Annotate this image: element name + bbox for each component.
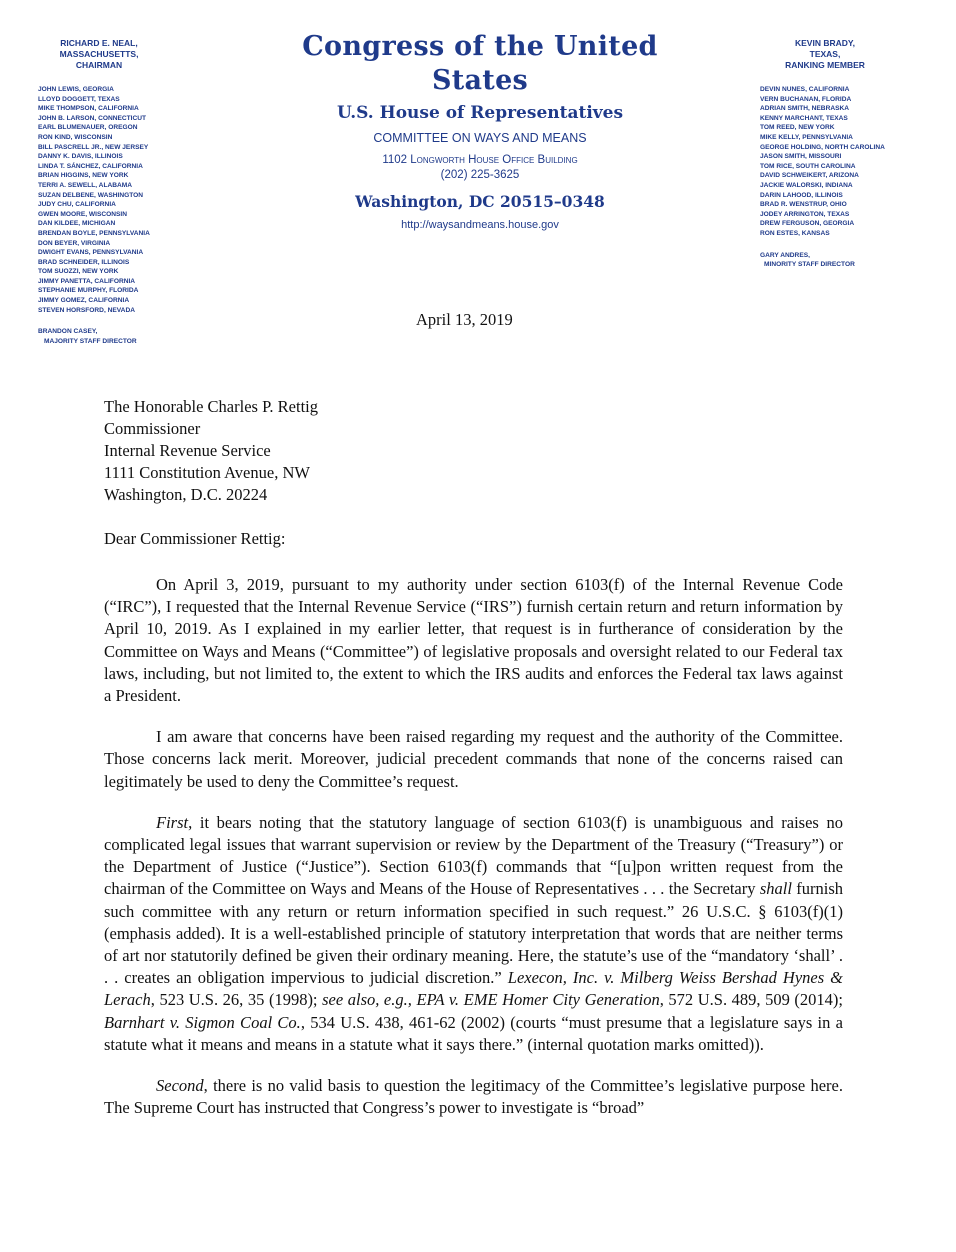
member-item: EARL BLUMENAUER, OREGON [38, 124, 138, 132]
member-item: KENNY MARCHANT, TEXAS [760, 114, 848, 122]
member-item: BRAD R. WENSTRUP, OHIO [760, 201, 847, 209]
member-item: GWEN MOORE, WISCONSIN [38, 210, 128, 218]
paragraph-1: On April 3, 2019, pursuant to my authority under section 6103(f) of the Internal Revenue Code (“IRC”), I requested that the Internal Revenue Service (“IRS”) furnish certain return and return information by April 10, 2019. As I explained in my earlier letter, that request is in furtherance of consideration by the Committee on Ways and Means (“Committee”) of legislative proposals and oversight related to our Federal tax laws, including, but not limited to, the extent to which the IRS audits and enforces the Federal tax laws against a President. [104, 575, 843, 706]
addressee-line: Commissioner [104, 419, 201, 438]
majority-members-list [38, 85, 228, 315]
member-item: JASON SMITH, MISSOURI [760, 153, 842, 161]
addressee-line: Internal Revenue Service [104, 441, 271, 460]
member-item: DREW FERGUSON, GEORGIA [760, 220, 855, 228]
addressee-block [104, 396, 318, 506]
office-address [250, 153, 710, 183]
member-item: MIKE KELLY, PENNSYLVANIA [760, 133, 853, 141]
ranking-member-block [765, 38, 885, 71]
member-item: GEORGE HOLDING, NORTH CAROLINA [760, 143, 885, 151]
ranking-member-title: RANKING MEMBER [785, 60, 865, 70]
member-item: JACKIE WALORSKI, INDIANA [760, 181, 853, 189]
member-item: BRIAN HIGGINS, NEW YORK [38, 172, 129, 180]
paragraph-4 [104, 1075, 843, 1119]
majority-staff-director [38, 327, 228, 346]
member-item: STEVEN HORSFORD, NEVADA [38, 306, 135, 314]
member-item: ADRIAN SMITH, NEBRASKA [760, 105, 850, 113]
paragraph-3-text: , it bears noting that the statutory language of section 6103(f) is unambiguous and raises no complicated legal issues that warrant supervision or review by the Department of the Treasury (“Treasury”) or the Department of Justice (“Justice”). Section 6103(f) commands that “[u]pon written request from the chairman of the Committee on Ways and Means of the House of Representatives . . . the Secretary [104, 812, 843, 899]
emphasis-second: Second [156, 1076, 204, 1096]
member-item: DARIN LAHOOD, ILLINOIS [760, 191, 843, 199]
case-citation: Barnhart v. Sigmon Coal Co. [104, 1012, 301, 1032]
paragraph-3-text: furnish such committee with any return or return information specified in such request.” 26 U.S.C. § 6103(f)(1) (emphasis added). It is a well-established principle of statutory interpretation that words that are neither terms of art nor statutorily defined be given their ordinary meaning. Here, the statute’s use of the “mandatory ‘shall’ . . . creates an obligation impervious to judicial discretion.” [104, 879, 844, 988]
city-zip: Washington, DC 20515–0348 [355, 192, 605, 211]
member-item: JIMMY GOMEZ, CALIFORNIA [38, 297, 130, 305]
website-link[interactable]: http://waysandmeans.house.gov [401, 219, 559, 231]
building-address: 1102 Longworth House Office Building [382, 154, 578, 166]
member-item: RON KIND, WISCONSIN [38, 133, 113, 141]
staff-director-name: GARY ANDRES, [760, 251, 810, 259]
majority-members-column [38, 38, 228, 346]
member-item: TOM REED, NEW YORK [760, 124, 835, 132]
minority-staff-director [760, 251, 950, 270]
member-item: BRENDAN BOYLE, PENNSYLVANIA [38, 229, 150, 237]
member-item: RON ESTES, KANSAS [760, 229, 830, 237]
committee-name: COMMITTEE ON WAYS AND MEANS [373, 131, 587, 145]
chairman-name: RICHARD E. NEAL, [60, 38, 138, 48]
congress-title: Congress of the United States [302, 31, 658, 96]
member-item: DAVID SCHWEIKERT, ARIZONA [760, 172, 859, 180]
house-title: U.S. House of Representatives [336, 103, 624, 123]
letterhead [250, 30, 710, 232]
staff-director-title: MINORITY STAFF DIRECTOR [764, 261, 855, 269]
member-item: JODEY ARRINGTON, TEXAS [760, 210, 850, 218]
staff-director-title: MAJORITY STAFF DIRECTOR [44, 337, 137, 345]
member-item: BRAD SCHNEIDER, ILLINOIS [38, 258, 130, 266]
chairman-title: CHAIRMAN [75, 60, 123, 70]
chairman-block [44, 38, 154, 71]
phone-number: (202) 225-3625 [440, 169, 520, 181]
paragraph-3 [104, 812, 843, 1056]
paragraph-2: I am aware that concerns have been raised regarding my request and the authority of the Committee. Those concerns lack merit. Moreover, judicial precedent commands that none of the concerns raised can legitimately be used to deny the Committee’s request. [104, 727, 843, 791]
minority-members-list [760, 85, 950, 239]
member-item: SUZAN DELBENE, WASHINGTON [38, 191, 144, 199]
member-item: TOM SUOZZI, NEW YORK [38, 268, 119, 276]
salutation: Dear Commissioner Rettig: [104, 529, 286, 548]
paragraph-3-text: , 534 U.S. 438, 461-62 (2002) (courts “must presume that a legislature says in a statute what it means and means in a statute what it says there.” (internal quotation marks omitted)). [104, 1012, 843, 1054]
staff-director-name: BRANDON CASEY, [38, 328, 98, 336]
member-item: DEVIN NUNES, CALIFORNIA [760, 86, 850, 93]
ranking-member-state: TEXAS, [809, 49, 841, 59]
paragraph-3-text: , 523 U.S. 26, 35 (1998); [150, 990, 323, 1010]
member-item: JUDY CHU, CALIFORNIA [38, 201, 116, 209]
member-item: VERN BUCHANAN, FLORIDA [760, 95, 852, 103]
member-item: DANNY K. DAVIS, ILLINOIS [38, 153, 123, 161]
member-item: LLOYD DOGGETT, TEXAS [38, 95, 120, 103]
addressee-line: Washington, D.C. 20224 [104, 485, 268, 504]
emphasis-first: First [156, 812, 189, 832]
member-item: JOHN LEWIS, GEORGIA [38, 86, 114, 93]
paragraph-4-text: , there is no valid basis to question the legitimacy of the Committee’s legislative purpose here. The Supreme Court has instructed that Congress’s power to investigate is “broad” [104, 1076, 843, 1118]
addressee-line: 1111 Constitution Avenue, NW [104, 463, 310, 482]
member-item: JIMMY PANETTA, CALIFORNIA [38, 277, 136, 285]
case-citation: see also, e.g., EPA v. EME Homer City Generation [322, 990, 660, 1010]
case-citation: Lexecon, Inc. v. Milberg Weiss Bershad Hynes & Lerach [104, 968, 843, 1010]
chairman-state: MASSACHUSETTS, [59, 49, 139, 59]
emphasis-shall: shall [759, 879, 792, 899]
member-item: LINDA T. SÁNCHEZ, CALIFORNIA [38, 162, 143, 170]
addressee-line: The Honorable Charles P. Rettig [104, 397, 319, 416]
member-item: DAN KILDEE, MICHIGAN [38, 220, 116, 228]
paragraph-3-text: , 572 U.S. 489, 509 (2014); [659, 990, 844, 1010]
member-item: MIKE THOMPSON, CALIFORNIA [38, 105, 139, 113]
ranking-member-name: KEVIN BRADY, [795, 38, 855, 48]
member-item: JOHN B. LARSON, CONNECTICUT [38, 114, 147, 122]
member-item: DON BEYER, VIRGINIA [38, 239, 111, 247]
letter-body [104, 574, 843, 1138]
member-item: TOM RICE, SOUTH CAROLINA [760, 162, 856, 170]
letter-date: April 13, 2019 [416, 310, 513, 329]
member-item: TERRI A. SEWELL, ALABAMA [38, 181, 133, 189]
member-item: DWIGHT EVANS, PENNSYLVANIA [38, 249, 144, 257]
member-item: STEPHANIE MURPHY, FLORIDA [38, 287, 139, 295]
member-item: BILL PASCRELL JR., NEW JERSEY [38, 143, 149, 151]
minority-members-column [760, 38, 950, 270]
